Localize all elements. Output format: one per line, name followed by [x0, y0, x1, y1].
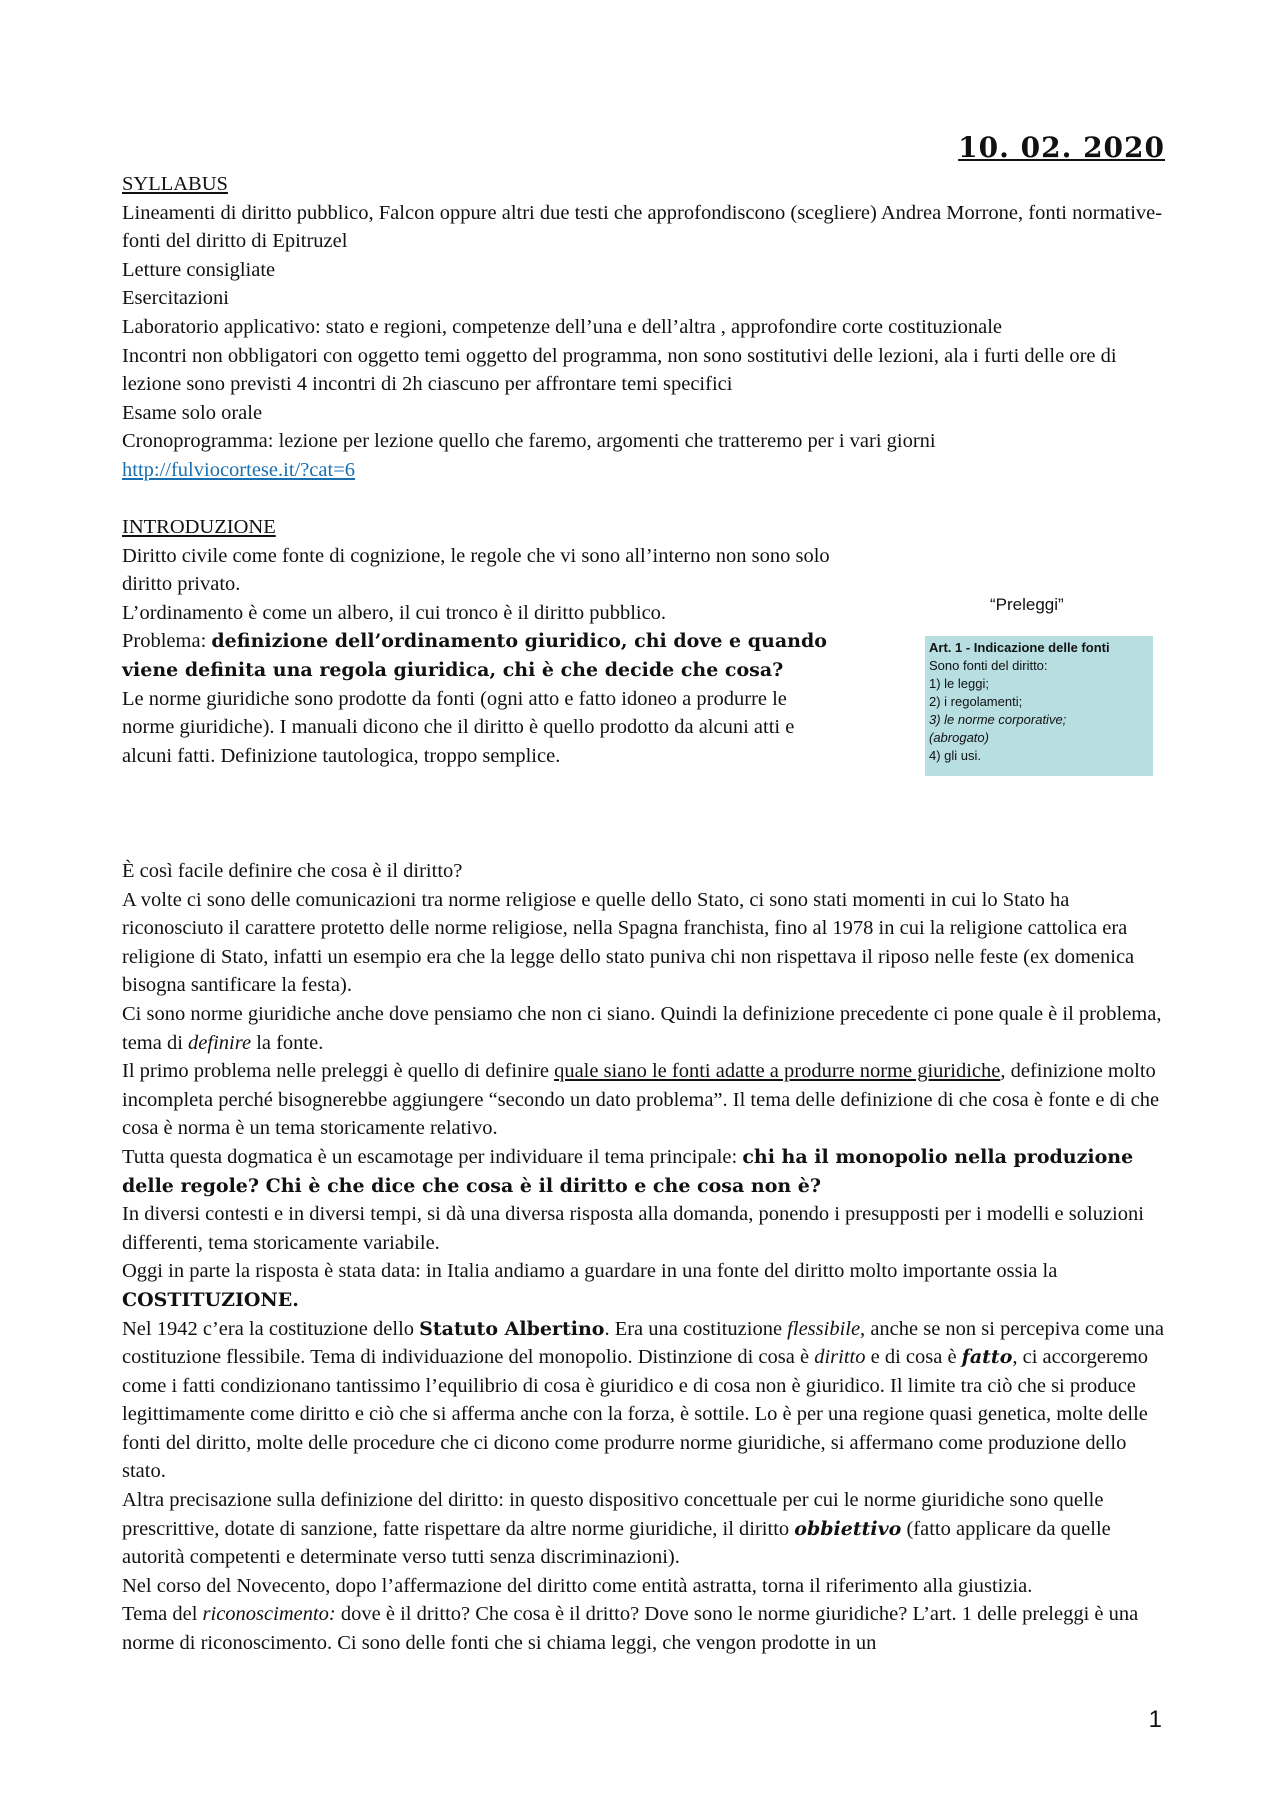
article-item: 3) le norme corporative;	[929, 712, 1067, 727]
syllabus-heading: SYLLABUS	[122, 173, 228, 195]
article-item: 4) gli usi.	[929, 748, 982, 763]
syllabus-line: Incontri non obbligatori con oggetto temi oggetto del programma, non sono sostitutivi delle lezioni, ala i furti delle ore di lezione sono previsti 4 incontri di 2h ciascuno per affrontare temi specifici	[122, 344, 1117, 396]
main-paragraph: Oggi in parte la risposta è stata data: in Italia andiamo a guardare in una fonte del diritto molto importante ossia la COSTITUZIONE.	[122, 1260, 1058, 1311]
cronoprogramma-link[interactable]: http://fulviocortese.it/?cat=6	[122, 458, 356, 481]
main-paragraph: Nel corso del Novecento, dopo l’affermazione del diritto come entità astratta, torna il riferimento alla giustizia.	[122, 1574, 1033, 1597]
intro-heading: INTRODUZIONE	[122, 516, 276, 538]
syllabus-line: Cronoprogramma: lezione per lezione quello che faremo, argomenti che tratteremo per i vari giorni	[122, 430, 936, 453]
syllabus-line: Laboratorio applicativo: stato e regioni, competenze dell’una e dell’altra , approfondire corte costituzionale	[122, 315, 1002, 338]
preleggi-article-box	[925, 636, 1153, 776]
intro-paragraph: Problema: definizione dell’ordinamento giuridico, chi dove e quando viene definita una regola giuridica, chi è che decide che cosa?	[122, 630, 827, 681]
main-paragraph: A volte ci sono delle comunicazioni tra norme religiose e quelle dello Stato, ci sono stati momenti in cui lo Stato ha riconosciuto il carattere protetto delle norme religiose, nella Spagna franchista, fino al 1978 in cui la religione cattolica era religione di Stato, infatti un esempio era che la legge dello stato puniva chi non rispettava il riposo nelle feste (ex domenica bisogna santificare la festa).	[122, 888, 1135, 997]
main-section	[122, 857, 1167, 1658]
main-paragraph: Altra precisazione sulla definizione del diritto: in questo dispositivo concettuale per cui le norme giuridiche sono quelle prescrittive, dotate di sanzione, fatte rispettare da altre norme giuridiche, il diritto obbiettivo (fatto applicare da quelle autorità competenti e determinate verso tutti senza discriminazioni).	[122, 1489, 1111, 1569]
main-question: È così facile definire che cosa è il diritto?	[122, 860, 463, 882]
intro-paragraph: L’ordinamento è come un albero, il cui tronco è il diritto pubblico.	[122, 601, 667, 624]
main-paragraph: Nel 1942 c’era la costituzione dello Statuto Albertino. Era una costituzione flessibile, anche se non si percepiva come una costituzione flessibile. Tema di individuazione del monopolio. Distinzione di cosa è diritto e di cosa è fatto, ci accorgeremo come i fatti condizionano tantissimo l’equilibrio di cosa è giuridico e di cosa non è giuridico. Il limite tra ciò che si produce legittimamente come diritto e ciò che si afferma anche con la forza, è sottile. Lo è per una regione quasi genetica, molte delle fonti del diritto, molte delle procedure che ci dicono come produrre norme giuridiche, si affermano come produzione dello stato.	[122, 1317, 1165, 1483]
main-paragraph: Il primo problema nelle preleggi è quello di definire quale siano le fonti adatte a produrre norme giuridiche, definizione molto incompleta perché bisognerebbe aggiungere “secondo un dato problema”. Il tema delle definizione di che cosa è fonte e di che cosa è norma è un tema storicamente relativo.	[122, 1060, 1160, 1140]
lecture-date: 10. 02. 2020	[958, 131, 1165, 164]
syllabus-line: Lineamenti di diritto pubblico, Falcon oppure altri due testi che approfondiscono (scegliere) Andrea Morrone, fonti normative- fonti del diritto di Epitruzel	[122, 201, 1163, 253]
intro-section	[122, 513, 842, 770]
syllabus-line: Esame solo orale	[122, 401, 263, 424]
article-item: 2) i regolamenti;	[929, 694, 1023, 709]
article-item: 1) le leggi;	[929, 676, 989, 691]
article-title: Art. 1 - Indicazione delle fonti	[929, 640, 1110, 655]
main-paragraph: In diversi contesti e in diversi tempi, si dà una diversa risposta alla domanda, ponendo i presupposti per i modelli e soluzioni differenti, tema storicamente variabile.	[122, 1203, 1144, 1254]
page-number: 1	[1148, 1706, 1162, 1733]
article-intro: Sono fonti del diritto:	[929, 658, 1048, 673]
preleggi-label: “Preleggi”	[990, 595, 1064, 614]
syllabus-line: Letture consigliate	[122, 258, 276, 281]
main-paragraph: Tutta questa dogmatica è un escamotage per individuare il tema principale: chi ha il monopolio nella produzione delle regole? Chi è che dice che cosa è il diritto e che cosa non è?	[122, 1145, 1134, 1197]
main-paragraph: Ci sono norme giuridiche anche dove pensiamo che non ci siano. Quindi la definizione precedente ci pone quale è il problema, tema di definire la fonte.	[122, 1002, 1162, 1054]
article-item: (abrogato)	[929, 730, 989, 745]
main-paragraph: Tema del riconoscimento: dove è il dritto? Che cosa è il dritto? Dove sono le norme giuridiche? L’art. 1 delle preleggi è una norme di riconoscimento. Ci sono delle fonti che si chiama leggi, che vengon prodotte in un	[122, 1603, 1139, 1655]
intro-paragraph: Diritto civile come fonte di cognizione, le regole che vi sono all’interno non sono solo diritto privato.	[122, 544, 830, 596]
syllabus-line: Esercitazioni	[122, 287, 230, 310]
syllabus-section	[122, 170, 1167, 485]
intro-paragraph: Le norme giuridiche sono prodotte da fonti (ogni atto e fatto idoneo a produrre le norme giuridiche). I manuali dicono che il diritto è quello prodotto da alcuni atti e alcuni fatti. Definizione tautologica, troppo semplice.	[122, 687, 795, 767]
